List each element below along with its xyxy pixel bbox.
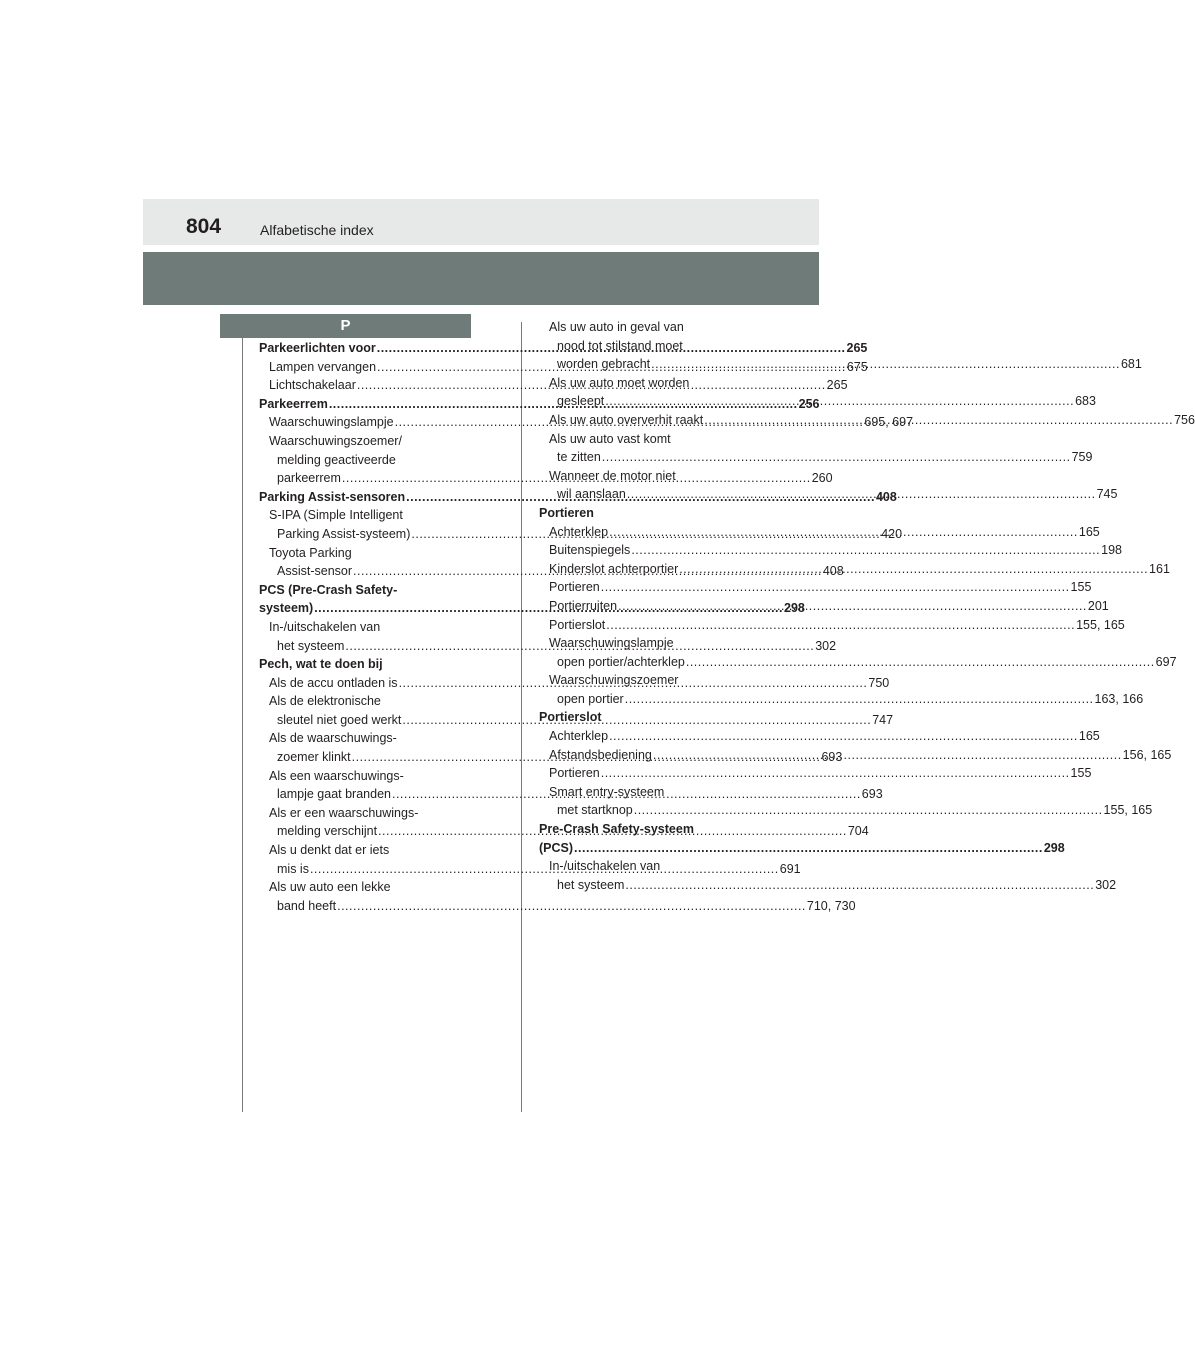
entry-text-line: Als uw auto oververhit raakt (549, 412, 704, 427)
entry-text-line: Toyota Parking (269, 545, 352, 560)
entry-text-line: Als uw auto vast komt (549, 431, 671, 446)
entry-text-line: Portierruiten (549, 598, 618, 613)
dot-leader (601, 580, 1070, 594)
page-reference: 710, 730 (806, 898, 856, 913)
section-letter-tab: P (220, 314, 471, 338)
entry-text-line: band heeft (277, 898, 337, 913)
dot-leader (686, 655, 1155, 669)
page-reference: 693 (821, 750, 843, 765)
entry-text-line: Portierslot (539, 710, 602, 725)
entry-text-line: Als er een waarschuwings- (269, 805, 419, 820)
entry-line (549, 801, 1153, 820)
entry-text-line: Parkeerrem (259, 396, 328, 411)
page-reference: 201 (1087, 598, 1109, 613)
entry-line (529, 839, 1065, 858)
header-bar (143, 199, 819, 245)
page-reference: 420 (881, 526, 903, 541)
dot-leader (704, 413, 1173, 430)
entry-line (529, 708, 751, 727)
entry-text-line: In-/uitschakelen van (549, 859, 661, 874)
entry-text-line: Pre-Crash Safety-systeem (539, 822, 694, 837)
header-band (143, 252, 819, 305)
page-reference: 704 (847, 824, 869, 839)
entry-text-line: Lichtschakelaar (269, 378, 356, 393)
entry-text-line: (PCS) (539, 840, 574, 855)
entry-text-line: Portieren (539, 505, 594, 520)
entry-text-line: PCS (Pre-Crash Safety- (259, 582, 398, 597)
index-entry-sub (529, 616, 1125, 635)
entry-text-line: wil aanslaan (557, 487, 626, 502)
entry-text-line: Wanneer de motor niet (549, 468, 676, 483)
entry-line (549, 541, 1122, 560)
entry-text-line: Smart entry-systeem (549, 784, 665, 799)
page-reference: 198 (1101, 543, 1122, 558)
entry-line (549, 448, 1093, 467)
page-title: Alfabetische index (260, 222, 374, 238)
entry-text-line: worden gebracht (557, 357, 651, 372)
page-reference: 165 (1078, 524, 1100, 539)
dot-leader (625, 692, 1094, 706)
entry-text-line: Waarschuwingszoemer (549, 673, 679, 688)
index-entry-main (529, 708, 751, 727)
entry-text-line: systeem) (259, 601, 314, 616)
entry-text-line: Als de elektronische (269, 694, 381, 709)
page-reference: 298 (1043, 840, 1065, 855)
page-reference: 683 (1075, 394, 1096, 409)
entry-text-line: sleutel niet goed werkt (277, 712, 402, 727)
page-reference: 408 (875, 489, 897, 504)
index-entry-sub (529, 578, 1092, 597)
dot-leader (627, 487, 1096, 501)
entry-line (549, 764, 1092, 783)
index-entry-sub (529, 430, 1093, 467)
entry-text-line: zoemer klinkt (277, 750, 351, 765)
entry-text-line: In-/uitschakelen van (269, 619, 381, 634)
entry-text-line: Als uw auto in geval van (549, 320, 684, 334)
entry-text-line: Portieren (549, 766, 600, 781)
page-reference: 260 (811, 471, 833, 486)
entry-text-line: gesleept (557, 394, 605, 409)
entry-text-line: Parking Assist-systeem) (277, 526, 411, 541)
entry-text-line: Parking Assist-sensoren (259, 489, 406, 504)
dot-leader (337, 899, 806, 913)
dot-leader (574, 841, 1043, 855)
page-reference: 750 (868, 675, 890, 690)
dot-leader (679, 562, 1148, 579)
entry-text-line: mis is (277, 861, 309, 876)
dot-leader (634, 803, 1103, 817)
page-reference: 756 (1174, 412, 1195, 427)
entry-text-line: Kinderslot achterportier (549, 561, 679, 576)
index-entry-main (529, 504, 751, 523)
entry-line (529, 504, 751, 523)
entry-line (549, 690, 1144, 709)
page-reference: 165 (1078, 729, 1100, 744)
page-reference: 693 (861, 787, 883, 802)
entry-text-line: Parkeerlichten voor (259, 341, 376, 355)
entry-text-line: open portier (557, 691, 624, 706)
dot-leader (602, 450, 1071, 464)
page-reference: 156, 165 (1122, 747, 1172, 762)
dot-leader (601, 766, 1070, 780)
entry-text-line: Portieren (549, 580, 600, 595)
column-divider-left (242, 338, 243, 1112)
dot-leader (625, 878, 1094, 892)
entry-text-line: Achterklep (549, 729, 609, 744)
entry-line (549, 653, 1177, 672)
entry-text-line: Waarschuwingszoemer/ (269, 433, 402, 448)
page-reference: 155, 165 (1103, 803, 1153, 818)
page-reference: 163, 166 (1094, 691, 1144, 706)
entry-text-line: Als uw auto moet worden (549, 375, 690, 390)
entry-text-line: Als de waarschuwings- (269, 731, 397, 746)
page-reference: 681 (1120, 357, 1142, 372)
index-entry-sub (529, 727, 1100, 746)
entry-text-line: melding verschijnt (277, 824, 378, 839)
page-reference: 695, 697 (864, 415, 914, 430)
page-number: 804 (186, 215, 222, 238)
page-reference: 265 (846, 341, 868, 355)
page-reference: 155, 165 (1076, 617, 1125, 632)
entry-text-line: met startknop (557, 803, 633, 818)
page-reference: 298 (784, 601, 805, 616)
index-entry-main (249, 655, 471, 674)
page-reference: 302 (815, 638, 837, 653)
entry-text-line: Lampen vervangen (269, 359, 377, 374)
entry-line (249, 655, 471, 674)
entry-text-line: Pech, wat te doen bij (259, 657, 383, 672)
page-reference: 697 (1155, 654, 1177, 669)
entry-text-line: Assist-sensor (277, 564, 353, 579)
dot-leader (606, 618, 1075, 632)
entry-line (549, 578, 1092, 597)
entry-text-line: Buitenspiegels (549, 543, 631, 558)
entry-line (269, 897, 856, 916)
page-reference: 256 (798, 396, 820, 411)
page-reference: 691 (779, 861, 801, 876)
dot-leader (651, 357, 1120, 371)
page-reference: 408 (822, 564, 844, 579)
page-reference: 302 (1095, 877, 1117, 892)
entry-text-line: het systeem (557, 877, 625, 892)
entry-text-line: Portierslot (549, 617, 606, 632)
entry-text-line: Als u denkt dat er iets (269, 843, 390, 858)
index-entry-sub (529, 541, 1122, 560)
entry-text-line: parkeerrem (277, 471, 341, 486)
page-reference: 747 (872, 712, 894, 727)
entry-text-line: S-IPA (Simple Intelligent (269, 508, 403, 523)
entry-text-line: Achterklep (549, 524, 609, 539)
entry-text-line: Afstandsbediening (549, 747, 652, 762)
index-entry-sub (529, 764, 1092, 783)
entry-text-line: lampje gaat branden (277, 787, 391, 802)
page-reference: 759 (1071, 450, 1093, 465)
dot-leader (631, 543, 1100, 557)
page-reference: 155 (1070, 766, 1092, 781)
entry-text-line: melding geactiveerde (277, 452, 396, 467)
entry-text-line: open portier/achterklep (557, 654, 685, 669)
entry-text-line: Waarschuwingslampje (549, 636, 674, 651)
entry-text-line: het systeem (277, 638, 345, 653)
entry-text-line: nood tot stilstand moet (557, 338, 683, 353)
entry-line (549, 876, 1117, 895)
page-reference: 161 (1149, 561, 1170, 576)
entry-line (549, 616, 1125, 635)
entry-text-line: Waarschuwingslampje (269, 415, 394, 430)
dot-leader (609, 729, 1078, 743)
page-reference: 265 (826, 378, 848, 393)
entry-line (549, 727, 1100, 746)
entry-text-line: te zitten (557, 450, 601, 465)
entry-text-line: Als uw auto een lekke (269, 880, 391, 895)
dot-leader (605, 394, 1074, 408)
page-reference: 745 (1096, 487, 1118, 502)
entry-text-line: Als een waarschuwings- (269, 768, 404, 783)
dot-leader (609, 525, 1078, 539)
page-reference: 155 (1070, 580, 1092, 595)
entry-text-line: Als de accu ontladen is (269, 675, 398, 690)
dot-leader (618, 599, 1087, 616)
page-reference: 675 (846, 359, 868, 374)
dot-leader (653, 748, 1122, 765)
